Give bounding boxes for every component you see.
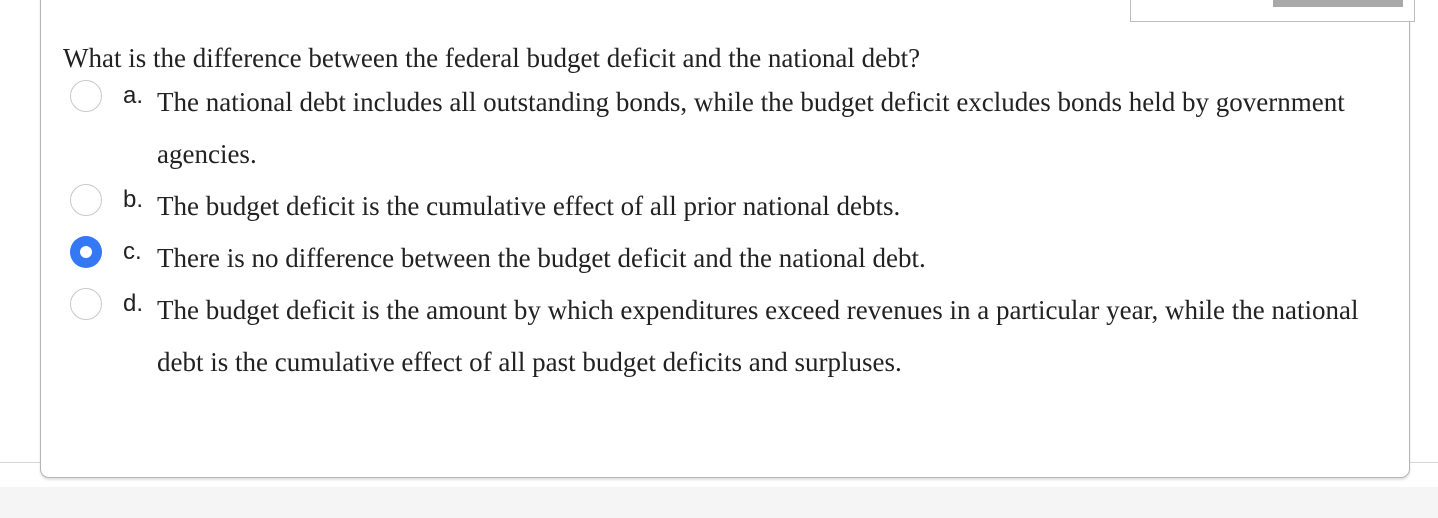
option-text-b[interactable]: The budget deficit is the cumulative effect of all prior national debts.: [157, 191, 901, 221]
top-toolbar-button[interactable]: [1273, 0, 1403, 7]
option-letter-b: b.: [123, 186, 144, 213]
page-footer-band: [0, 487, 1438, 518]
option-letter-a: a.: [123, 82, 144, 109]
option-text-c[interactable]: There is no difference between the budget deficit and the national debt.: [157, 243, 926, 273]
option-text-a[interactable]: The national debt includes all outstanding bonds, while the budget deficit excludes bonds held by government agencies.: [157, 87, 1345, 169]
radio-button-a[interactable]: [70, 80, 102, 112]
question-text: What is the difference between the federal budget deficit and the national debt?: [63, 43, 921, 73]
radio-button-d[interactable]: [70, 288, 102, 320]
radio-button-c-selected[interactable]: [70, 236, 102, 268]
top-toolbar-box: [1130, 0, 1415, 22]
option-letter-d: d.: [123, 290, 144, 317]
radio-button-b[interactable]: [70, 184, 102, 216]
option-letter-c: c.: [123, 238, 142, 265]
option-text-d[interactable]: The budget deficit is the amount by which expenditures exceed revenues in a particular year, while the national debt is the cumulative effect of all past budget deficits and surpluses.: [157, 295, 1359, 377]
